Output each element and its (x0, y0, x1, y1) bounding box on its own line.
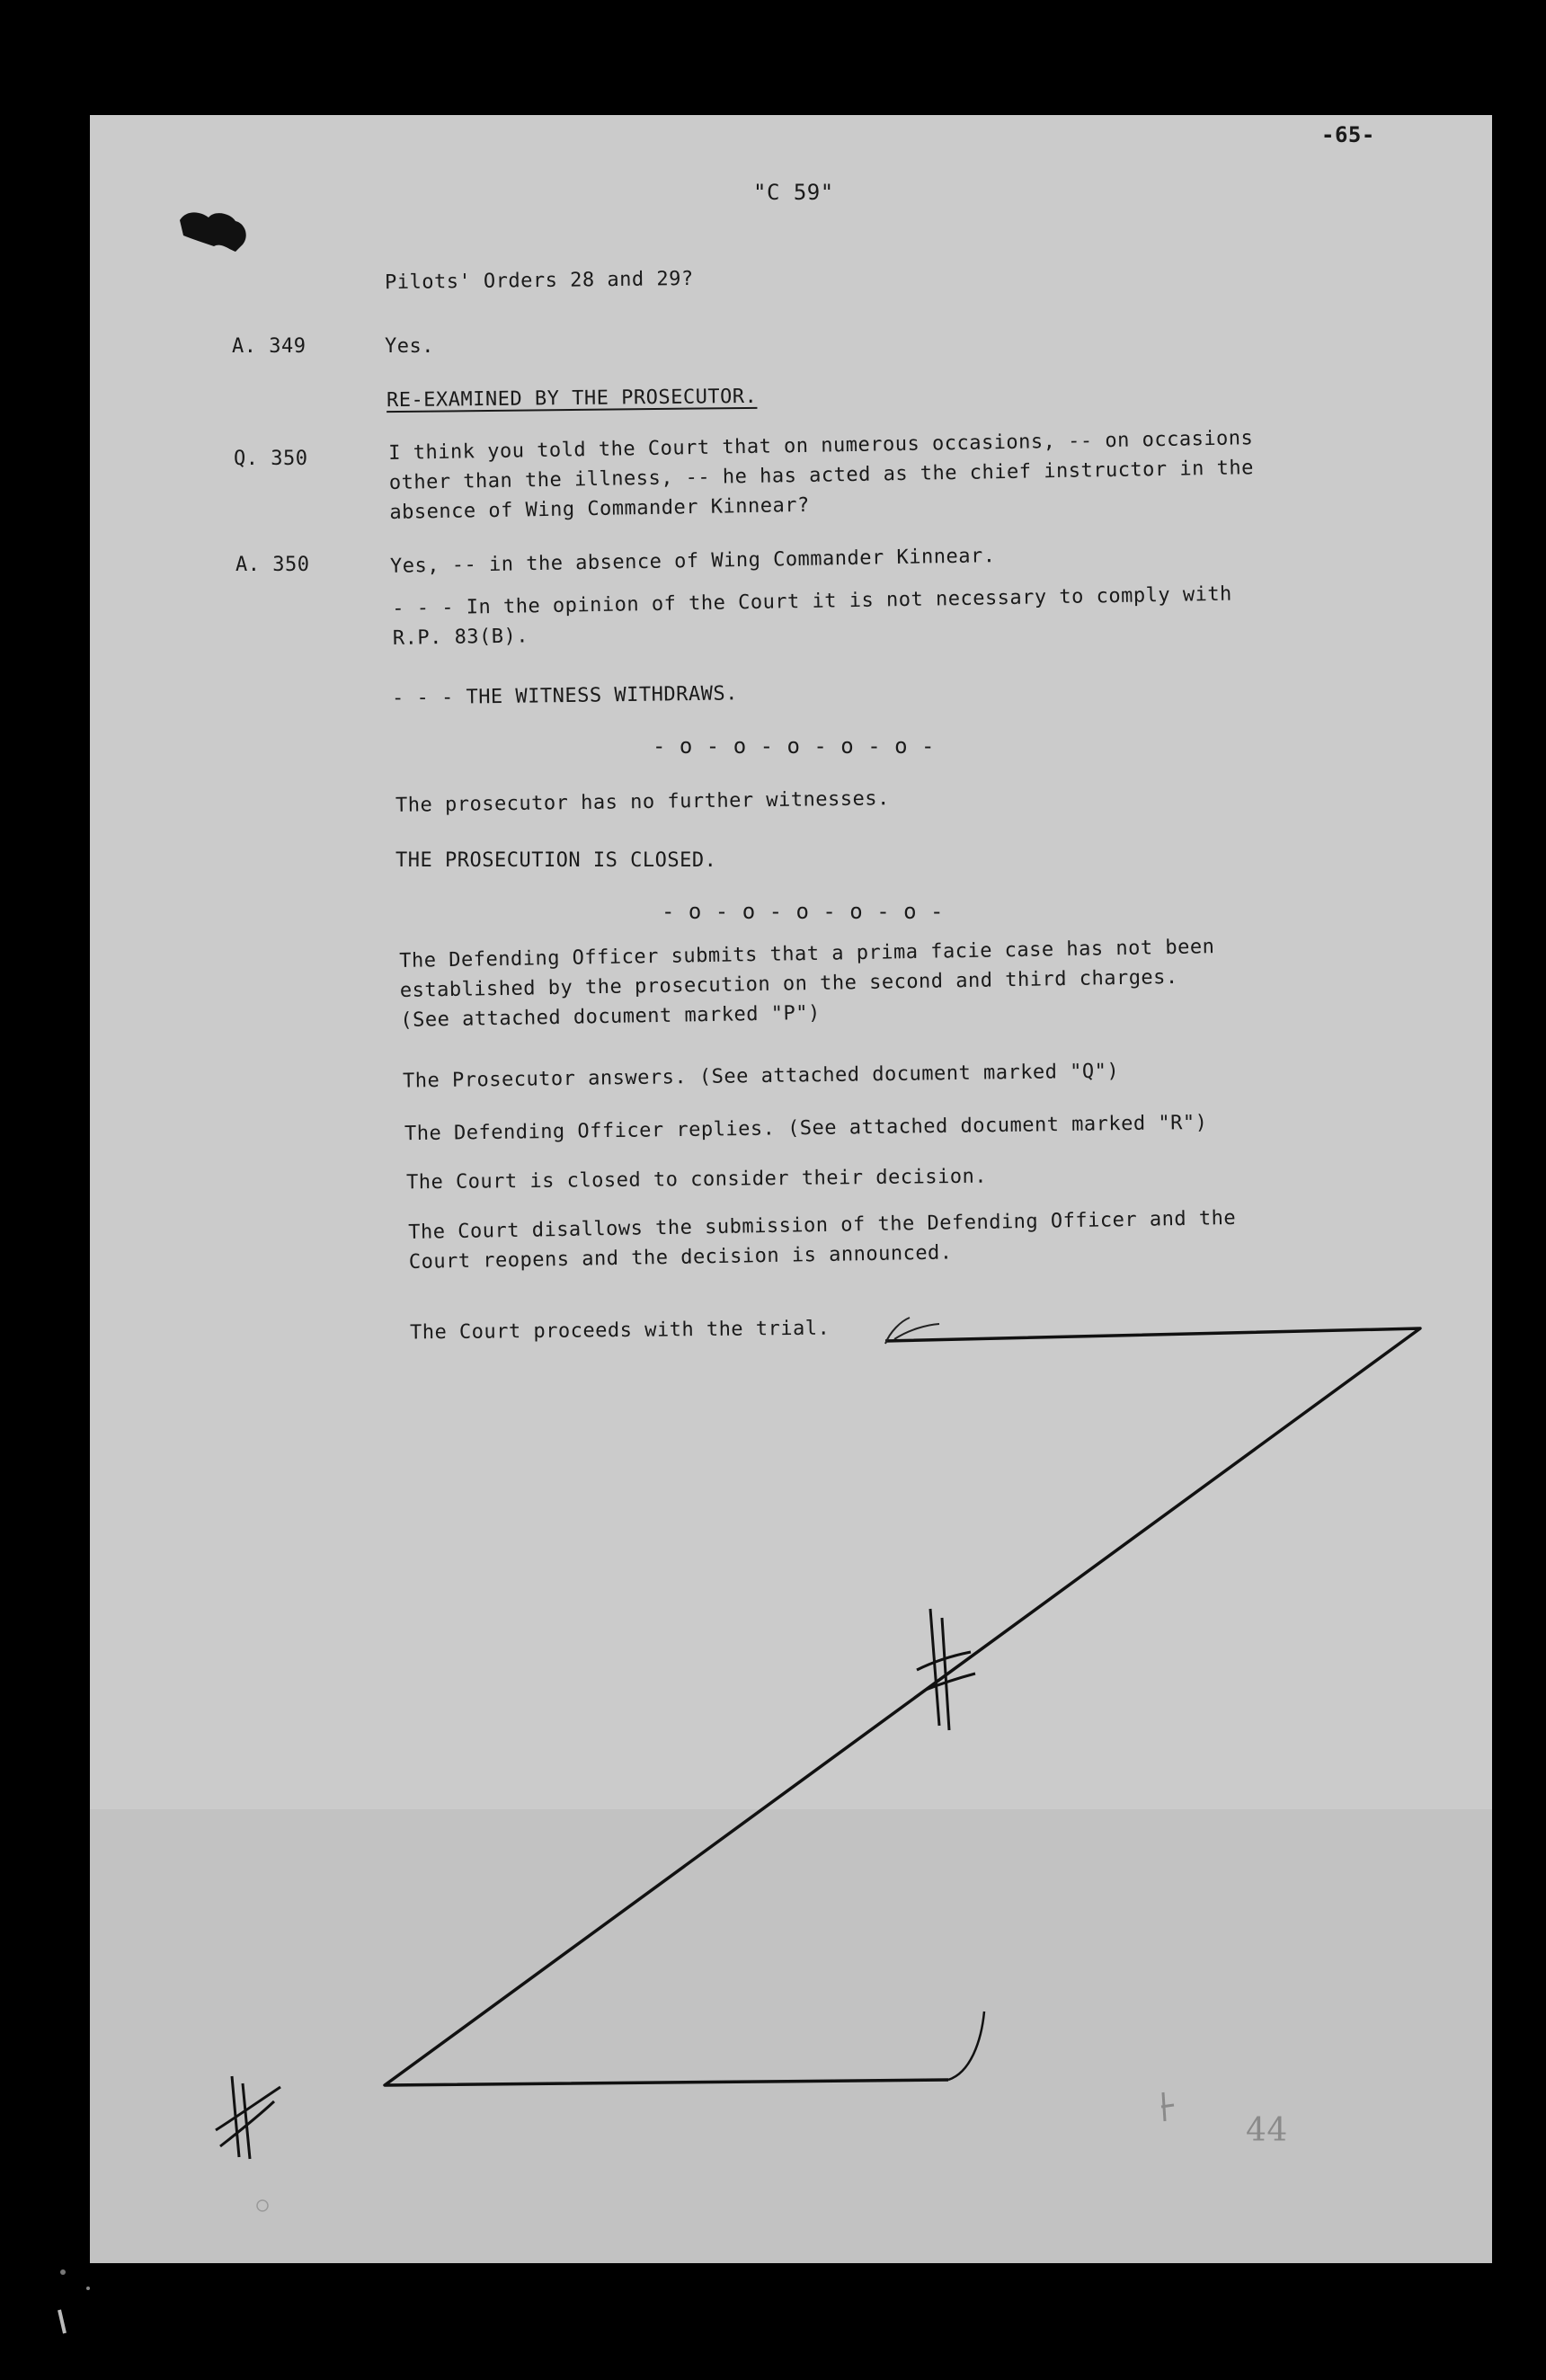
defending-submission-line: established by the prosecution on the second and third charges. (399, 965, 1178, 1002)
court-disallows-line: The Court disallows the submission of the Defending Officer and the (408, 1206, 1237, 1244)
question-350-label: Q. 350 (234, 448, 308, 470)
section-separator: - o - o - o - o - o - (662, 899, 944, 924)
answer-350-label: A. 350 (235, 554, 310, 576)
prosecutor-answers: The Prosecutor answers. (See attached document marked "Q") (402, 1060, 1120, 1093)
question-350-line: I think you told the Court that on numerous occasions, -- on occasions (388, 427, 1254, 465)
question-continuation: Pilots' Orders 28 and 29? (384, 267, 694, 295)
border-speck (59, 2310, 65, 2333)
faint-circle-mark (257, 2200, 268, 2211)
ink-blot-icon (180, 212, 246, 252)
initials-signature-icon (917, 1609, 975, 1730)
defending-replies: The Defending Officer replies. (See attached document marked "R") (404, 1111, 1208, 1146)
question-350-line: other than the illness, -- he has acted as the chief instructor in the (388, 457, 1255, 494)
question-350-line: absence of Wing Commander Kinnear? (389, 493, 810, 524)
document-reference: "C 59" (753, 180, 834, 205)
stamp-number: 44 (1246, 2112, 1288, 2149)
re-examined-heading: RE-EXAMINED BY THE PROSECUTOR. (386, 385, 758, 413)
defending-submission-line: (See attached document marked "P") (400, 1001, 821, 1032)
answer-349-text: Yes. (385, 335, 434, 358)
defending-submission-line: The Defending Officer submits that a prima facie case has not been (399, 936, 1215, 972)
court-opinion-line: R.P. 83(B). (392, 625, 529, 650)
border-speck (60, 2269, 66, 2275)
cancellation-hook (948, 2011, 984, 2080)
answer-350-text: Yes, -- in the absence of Wing Commander Kinnear. (389, 545, 996, 578)
no-further-witnesses: The prosecutor has no further witnesses. (395, 787, 890, 817)
cancellation-line (385, 1328, 1420, 2085)
court-closed: The Court is closed to consider their decision. (405, 1165, 988, 1194)
section-separator: - o - o - o - o - o - (653, 733, 935, 759)
court-disallows-line: Court reopens and the decision is announced. (408, 1241, 953, 1274)
margin-initials-icon (216, 2076, 280, 2159)
prosecution-closed: THE PROSECUTION IS CLOSED. (395, 849, 717, 872)
page-number: -65- (1321, 122, 1375, 147)
court-opinion-line: - - - In the opinion of the Court it is not necessary to comply with (392, 582, 1233, 620)
border-speck (86, 2287, 90, 2290)
court-proceeds: The Court proceeds with the trial. (409, 1317, 831, 1345)
faint-stamp-mark (1161, 2092, 1174, 2121)
witness-withdraws: - - - THE WITNESS WITHDRAWS. (391, 682, 739, 710)
answer-349-label: A. 349 (232, 335, 307, 358)
